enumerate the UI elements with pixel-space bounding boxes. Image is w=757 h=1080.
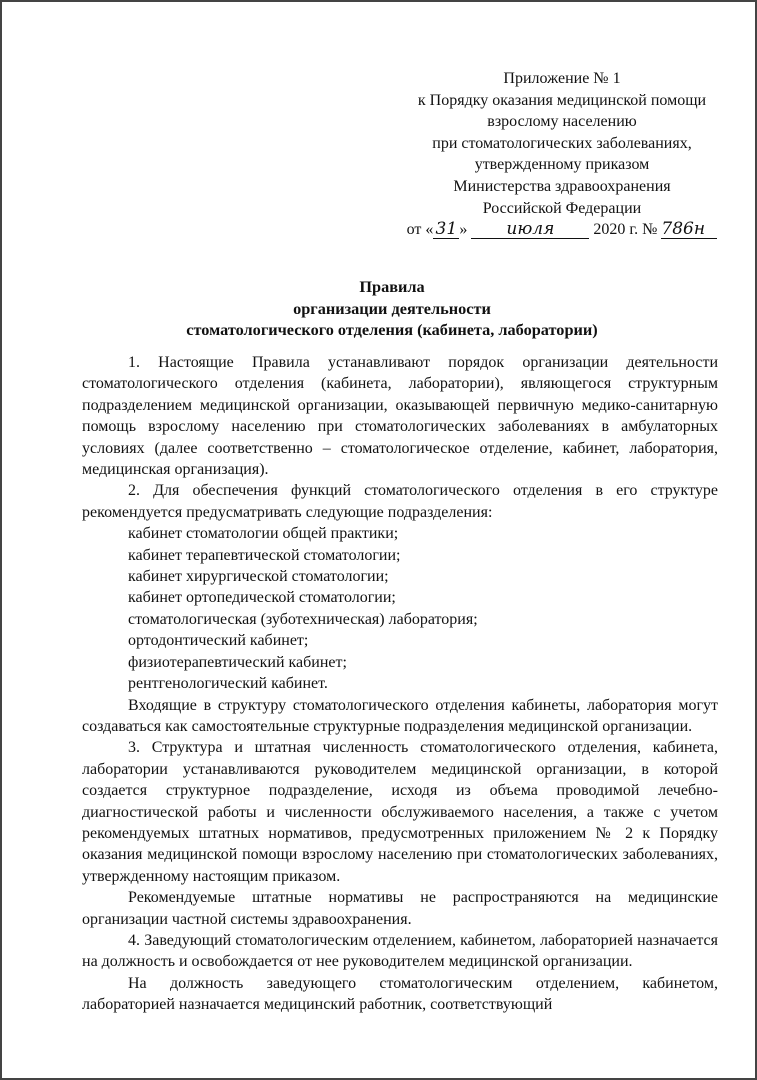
date-month-handwritten: июля	[471, 220, 589, 239]
paragraph-2: 2. Для обеспечения функций стоматологического отделения в его структуре рекомендуется предусматривать следующие подразделения:	[82, 482, 718, 521]
title-line: стоматологического отделения (кабинета, лаборатории)	[186, 320, 598, 339]
appendix-line: Министерства здравоохранения	[453, 177, 671, 195]
order-date-line	[382, 219, 742, 241]
paragraph-3b: Рекомендуемые штатные нормативы не распространяются на медицинские организации частной системы здравоохранения.	[82, 889, 718, 928]
appendix-line: Приложение № 1	[503, 70, 621, 87]
list-item: физиотерапевтический кабинет;	[128, 653, 347, 671]
date-day-handwritten: 31	[433, 220, 459, 239]
paragraph-3: 3. Структура и штатная численность стоматологического отделения, кабинета, лаборатории устанавливаются руководителем медицинской организации, в которой создается структурное подразделение, исходя из объема проводимой лечебно-диагностической работы и численности обслуживаемого населения, а также с учетом рекомендуемых штатных нормативов, предусмотренных приложением № 2 к Порядку оказания медицинской помощи взрослому населению при стоматологических заболеваниях, утвержденному настоящим приказом.	[82, 739, 718, 885]
list-item: кабинет хирургической стоматологии;	[128, 568, 389, 586]
appendix-line: Российской Федерации	[482, 199, 642, 217]
appendix-line: при стоматологических заболеваниях,	[432, 134, 692, 152]
paragraph-4b: На должность заведующего стоматологическим отделением, кабинетом, лабораторией назначается медицинский работник, соответствующий	[82, 974, 718, 1014]
document-body	[82, 352, 718, 1016]
list-item: кабинет терапевтической стоматологии;	[128, 546, 401, 564]
paragraph-4: 4. Заведующий стоматологическим отделением, кабинетом, лабораторией назначается на должность и освобождается от нее руководителем медицинской организации.	[82, 931, 718, 971]
list-item: рентгенологический кабинет.	[128, 675, 328, 693]
date-close: »	[459, 221, 468, 239]
list-item: стоматологическая (зуботехническая) лаборатория;	[128, 610, 478, 628]
list-item: кабинет ортопедической стоматологии;	[128, 589, 396, 607]
title-line: организации деятельности	[293, 298, 491, 318]
title-line: Правила	[359, 277, 425, 296]
appendix-line: утвержденному приказом	[474, 156, 650, 174]
date-year: 2020 г. №	[593, 221, 658, 239]
list-item: ортодонтический кабинет;	[128, 632, 309, 650]
paragraph-2b: Входящие в структуру стоматологического отделения кабинеты, лаборатория могут создаваться как самостоятельные структурные подразделения медицинской организации.	[82, 696, 718, 735]
appendix-line: взрослому населению	[487, 113, 637, 131]
paragraph-1: 1. Настоящие Правила устанавливают порядок организации деятельности стоматологического отделения (кабинета, лаборатории), являющегося структурным подразделением медицинской организации, оказывающей первичную медико-санитарную помощь взрослому населению при стоматологических заболеваниях в амбулаторных условиях (далее соответственно – стоматологическое отделение, кабинет, лаборатория, медицинская организация).	[82, 354, 718, 479]
list-item: кабинет стоматологии общей практики;	[128, 525, 399, 543]
appendix-header	[382, 68, 742, 241]
order-number-handwritten: 786н	[661, 220, 717, 239]
document-title	[82, 276, 702, 341]
appendix-line: к Порядку оказания медицинской помощи	[417, 91, 707, 109]
date-prefix: от «	[406, 221, 434, 239]
